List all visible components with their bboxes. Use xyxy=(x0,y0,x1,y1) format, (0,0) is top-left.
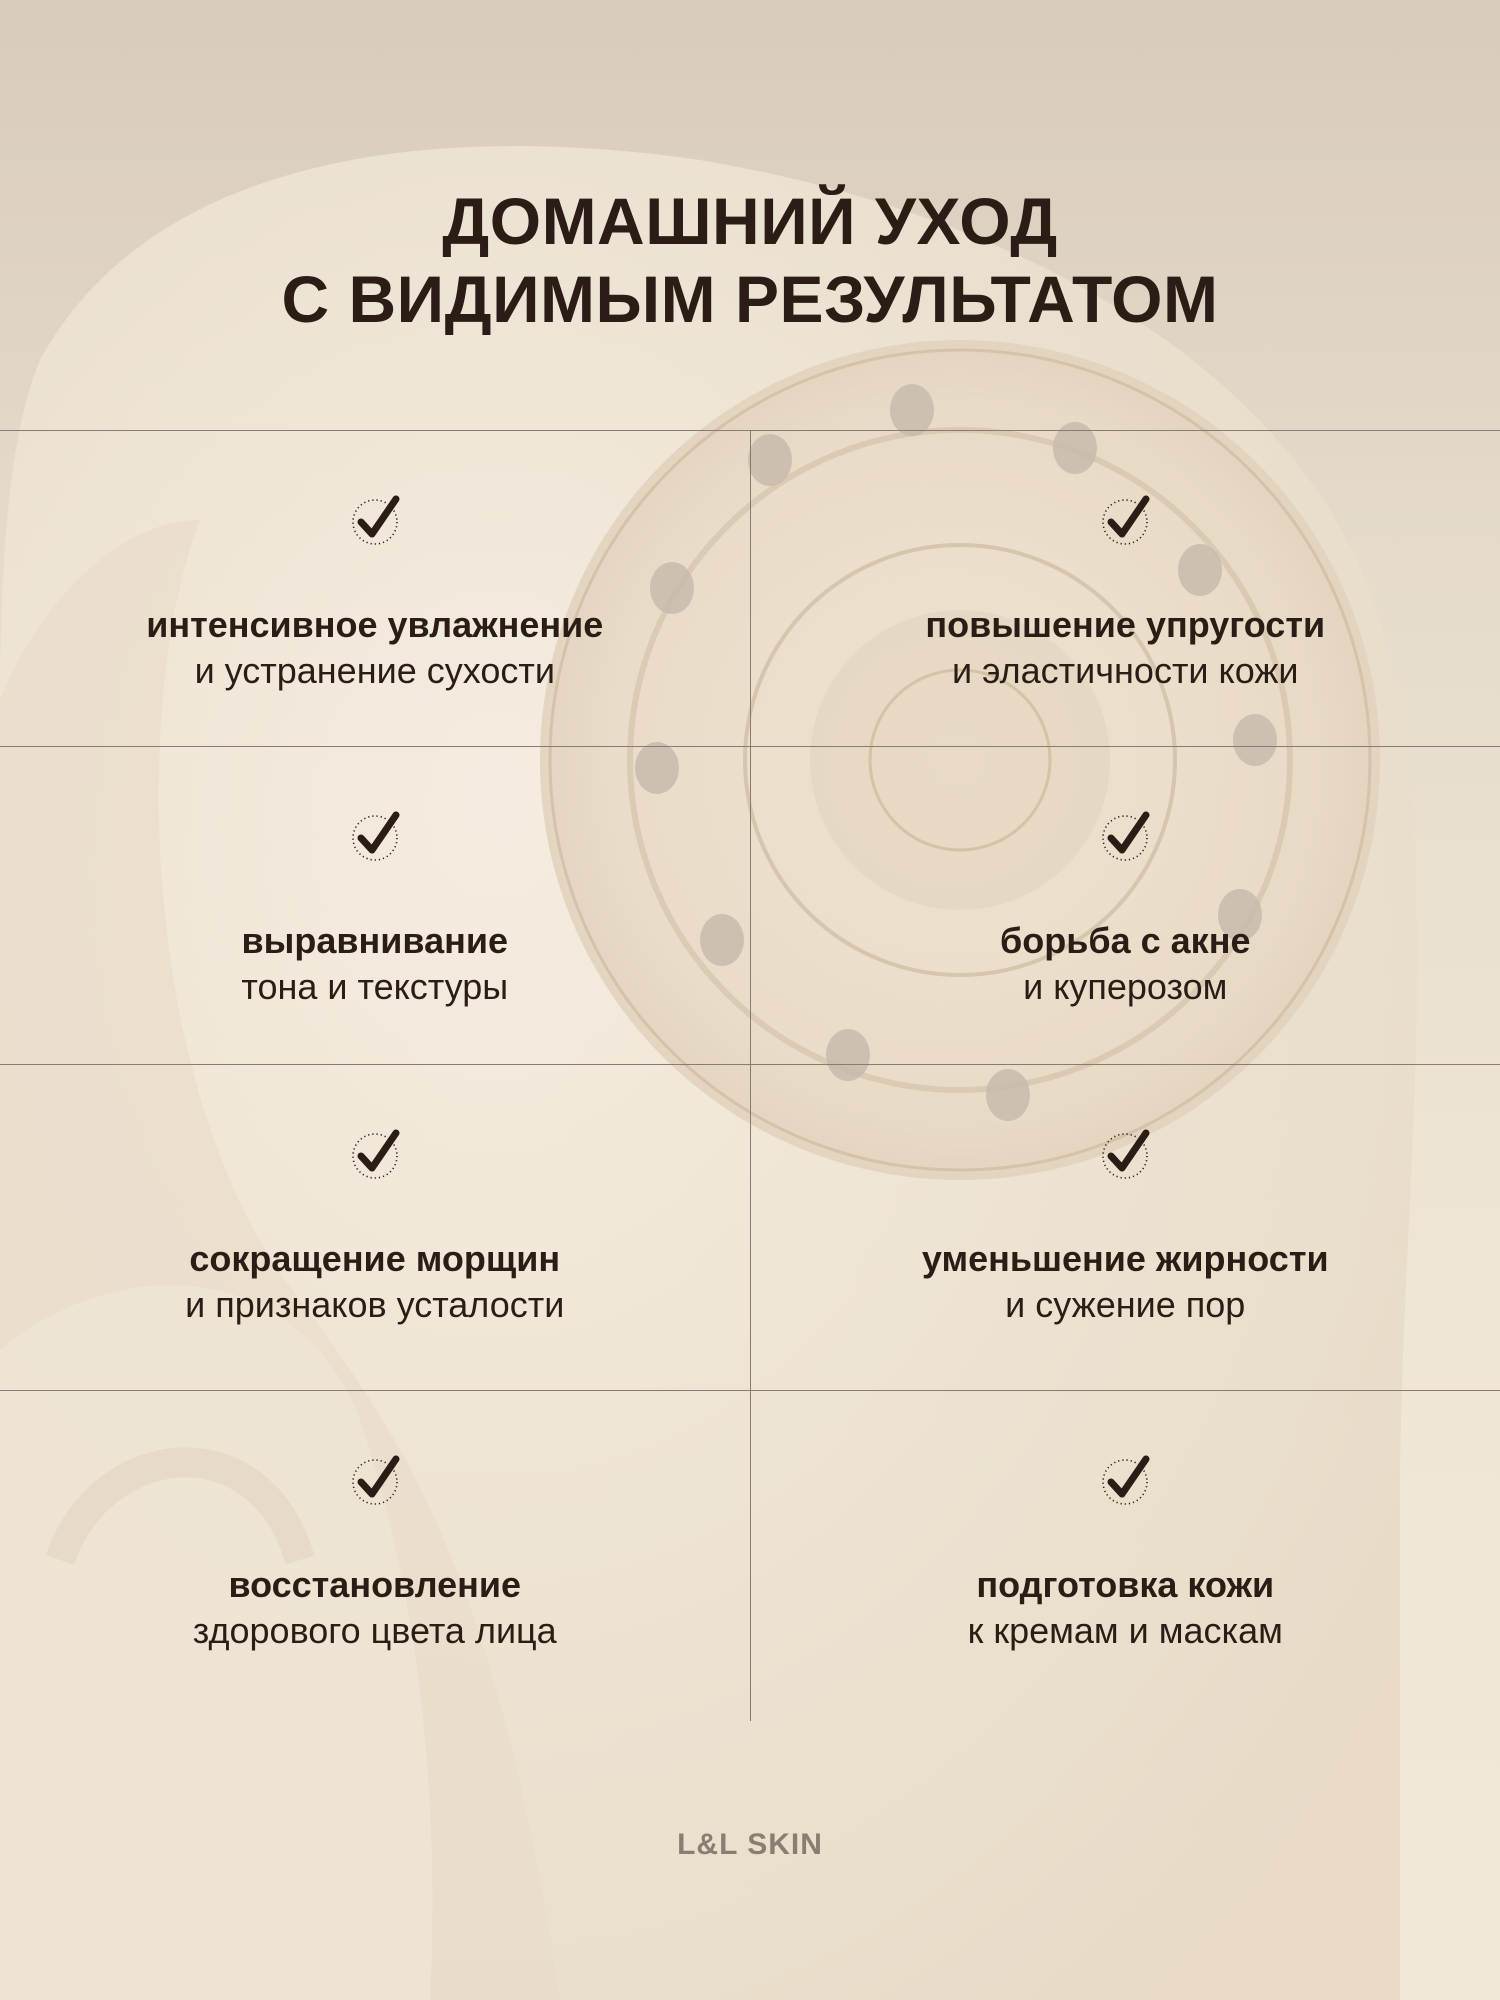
benefit-title: борьба с акне xyxy=(1000,920,1251,961)
check-icon xyxy=(344,807,406,869)
benefit-cell xyxy=(0,747,751,1064)
benefit-subtitle: тона и текстуры xyxy=(241,966,509,1007)
benefit-subtitle: и куперозом xyxy=(1023,966,1228,1007)
benefit-cell xyxy=(751,1391,1500,1721)
benefit-title: подготовка кожи xyxy=(976,1564,1275,1605)
title-line-1: ДОМАШНИЙ УХОД xyxy=(442,184,1058,258)
benefits-row xyxy=(0,431,1500,747)
benefit-subtitle: и устранение сухости xyxy=(194,650,555,691)
check-icon xyxy=(344,491,406,553)
benefit-cell xyxy=(751,747,1500,1064)
benefit-title: восстановление xyxy=(228,1564,522,1605)
benefits-row xyxy=(0,747,1500,1065)
benefit-subtitle: и сужение пор xyxy=(1005,1284,1246,1325)
benefit-cell xyxy=(0,431,751,746)
benefit-subtitle: и признаков усталости xyxy=(185,1284,565,1325)
benefit-title: уменьшение жирности xyxy=(921,1238,1329,1279)
benefit-cell xyxy=(751,1065,1500,1390)
benefit-title: повышение упругости xyxy=(925,604,1326,645)
check-icon xyxy=(344,1451,406,1513)
benefit-subtitle: к кремам и маскам xyxy=(967,1610,1283,1651)
benefit-subtitle: и эластичности кожи xyxy=(951,650,1299,691)
check-icon xyxy=(1094,1125,1156,1187)
check-icon xyxy=(1094,1451,1156,1513)
benefit-cell xyxy=(751,431,1500,746)
brand-logo: L&L SKIN xyxy=(677,1828,823,1861)
benefit-cell xyxy=(0,1065,751,1390)
benefits-row xyxy=(0,1391,1500,1721)
benefit-subtitle: здорового цвета лица xyxy=(192,1610,557,1651)
benefit-cell xyxy=(0,1391,751,1721)
check-icon xyxy=(1094,807,1156,869)
benefit-title: выравнивание xyxy=(241,920,508,961)
title-line-2: С ВИДИМЫМ РЕЗУЛЬТАТОМ xyxy=(281,262,1219,336)
check-icon xyxy=(1094,491,1156,553)
benefit-title: интенсивное увлажнение xyxy=(146,604,604,645)
benefits-row xyxy=(0,1065,1500,1391)
benefit-title: сокращение морщин xyxy=(189,1238,561,1279)
check-icon xyxy=(344,1125,406,1187)
benefits-grid xyxy=(0,430,1500,1721)
page-title xyxy=(0,182,1500,338)
